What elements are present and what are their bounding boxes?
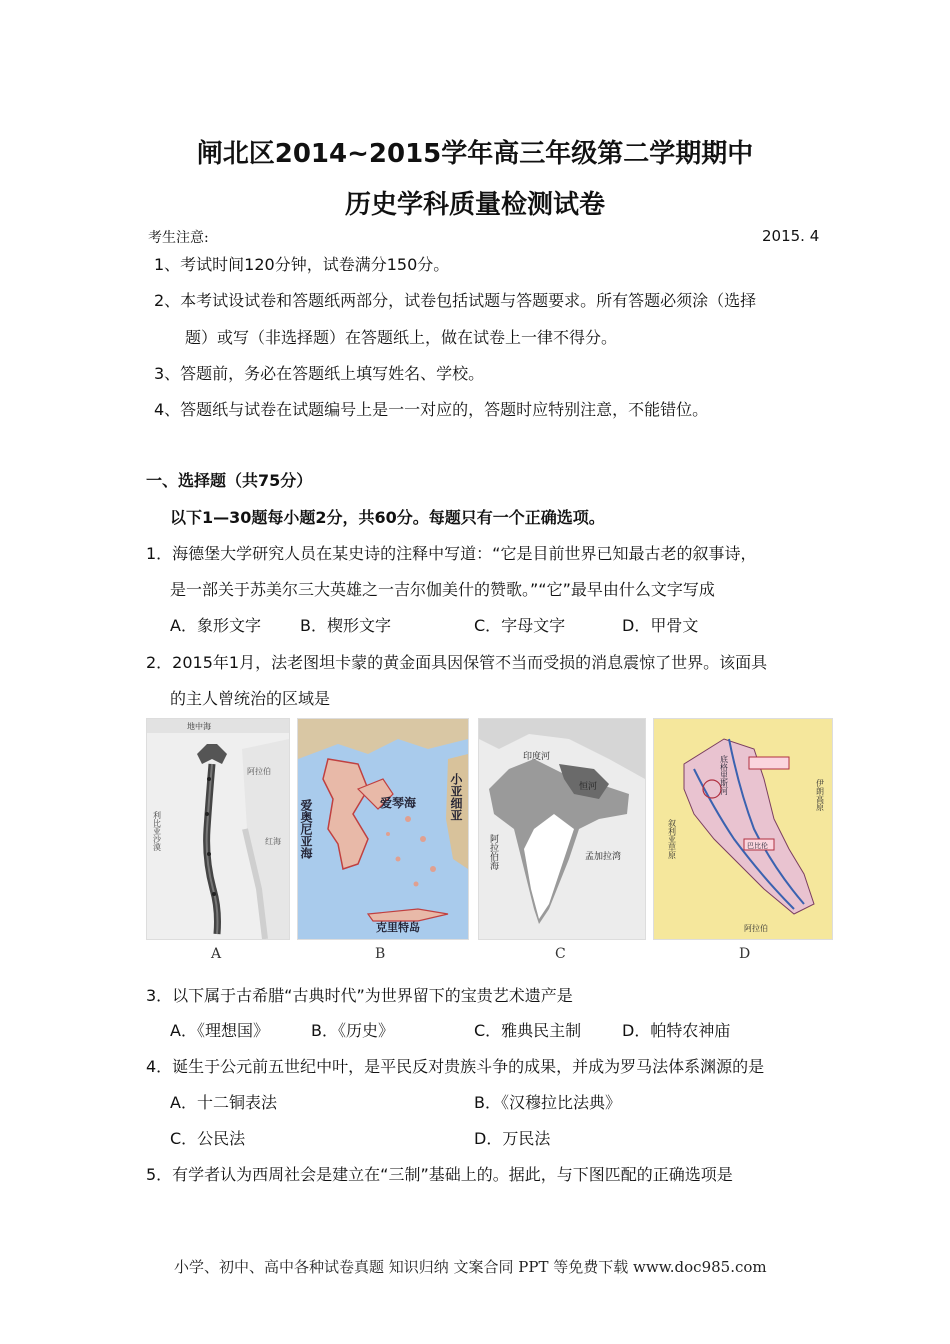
section-heading: 一、选择题（共75分） [146, 471, 313, 490]
map-c-caption: C [555, 946, 566, 962]
map-b-caption: B [375, 946, 386, 962]
map-d-label-iran: 伊朗高原 [815, 779, 825, 811]
map-d-caption: D [739, 946, 751, 962]
map-b-label-ionian: 爱奥尼亚海 [299, 799, 313, 859]
q4-option-a: A．十二铜表法 [170, 1093, 277, 1112]
map-c-label-arabian-sea: 阿拉伯海 [488, 834, 498, 870]
map-a-label-red-sea: 红海 [265, 837, 281, 846]
exam-title-line2: 历史学科质量检测试卷 [344, 190, 605, 220]
map-d-mesopotamia [653, 718, 833, 940]
q2-stem-line2: 的主人曾统治的区域是 [170, 689, 331, 708]
map-b-label-asia-minor: 小亚细亚 [449, 773, 463, 821]
map-b-label-crete: 克里特岛 [376, 921, 420, 934]
q5-stem: 5．有学者认为西周社会是建立在“三制”基础上的。据此，与下图匹配的正确选项是 [146, 1165, 733, 1184]
map-a-label-libya: 利比亚沙漠 [152, 811, 162, 851]
q3-option-d: D．帕特农神庙 [622, 1021, 731, 1040]
map-c-india [478, 718, 646, 940]
q3-option-b: B．《历史》 [311, 1021, 394, 1040]
map-d-label-arabia: 阿拉伯 [744, 924, 768, 933]
q4-stem: 4．诞生于公元前五世纪中叶，是平民反对贵族斗争的成果，并成为罗马法体系渊源的是 [146, 1057, 765, 1076]
q4-option-d: D．万民法 [474, 1129, 551, 1148]
q1-option-a: A．象形文字 [170, 616, 261, 635]
notice-2: 2、本考试设试卷和答题纸两部分，试卷包括试题与答题要求。所有答题必须涂（选择 [154, 291, 757, 310]
q1-stem-line1: 1．海德堡大学研究人员在某史诗的注释中写道：“它是目前世界已知最古老的叙事诗， [146, 544, 757, 563]
notice-4: 4、答题纸与试卷在试题编号上是一一对应的，答题时应特别注意，不能错位。 [154, 400, 709, 419]
section-instruction: 以下1—30题每小题2分，共60分。每题只有一个正确选项。 [170, 508, 605, 527]
map-d-label-syria: 叙利亚草原 [667, 819, 677, 859]
notice-2-cont: 题）或写（非选择题）在答题纸上，做在试卷上一律不得分。 [185, 328, 618, 347]
q1-option-c: C．字母文字 [474, 616, 566, 635]
map-b-greece [297, 718, 469, 940]
notice-3: 3、答题前，务必在答题纸上填写姓名、学校。 [154, 364, 485, 383]
notice-label: 考生注意: [148, 230, 209, 246]
exam-title-line1: 闸北区2014~2015学年高三年级第二学期期中 [196, 139, 754, 169]
q4-option-b: B．《汉穆拉比法典》 [474, 1093, 621, 1112]
q3-stem: 3．以下属于古希腊“古典时代”为世界留下的宝贵艺术遗产是 [146, 986, 573, 1005]
map-c-label-bengal: 孟加拉湾 [585, 852, 622, 862]
map-a-label-sea: 地中海 [187, 722, 211, 731]
exam-date: 2015. 4 [762, 227, 820, 245]
q3-option-c: C．雅典民主制 [474, 1021, 582, 1040]
q1-option-d: D．甲骨文 [622, 616, 699, 635]
q3-option-a: A．《理想国》 [170, 1021, 269, 1040]
map-c-label-ganges: 恒河 [579, 782, 598, 792]
map-c-label-indus: 印度河 [523, 752, 551, 762]
q4-option-c: C．公民法 [170, 1129, 246, 1148]
q2-stem-line1: 2．2015年1月，法老图坦卡蒙的黄金面具因保管不当而受损的消息震惊了世界。该面具 [146, 653, 768, 672]
map-d-label-babylon: 巴比伦 [747, 842, 768, 850]
map-b-label-aegean: 爱琴海 [380, 796, 417, 810]
map-a-caption: A [211, 946, 222, 962]
map-d-label-tigris: 底格里斯河 [719, 755, 729, 795]
q1-stem-line2: 是一部关于苏美尔三大英雄之一吉尔伽美什的赞歌。”“它”最早由什么文字写成 [170, 580, 715, 599]
q1-option-b: B．楔形文字 [300, 616, 391, 635]
map-a-label-arabia: 阿拉伯 [247, 767, 271, 776]
page-footer: 小学、初中、高中各种试卷真题 知识归纳 文案合同 PPT 等免费下载 www.doc985.com [174, 1258, 767, 1276]
map-a-egypt [146, 718, 290, 940]
notice-1: 1、考试时间120分钟，试卷满分150分。 [154, 255, 450, 274]
